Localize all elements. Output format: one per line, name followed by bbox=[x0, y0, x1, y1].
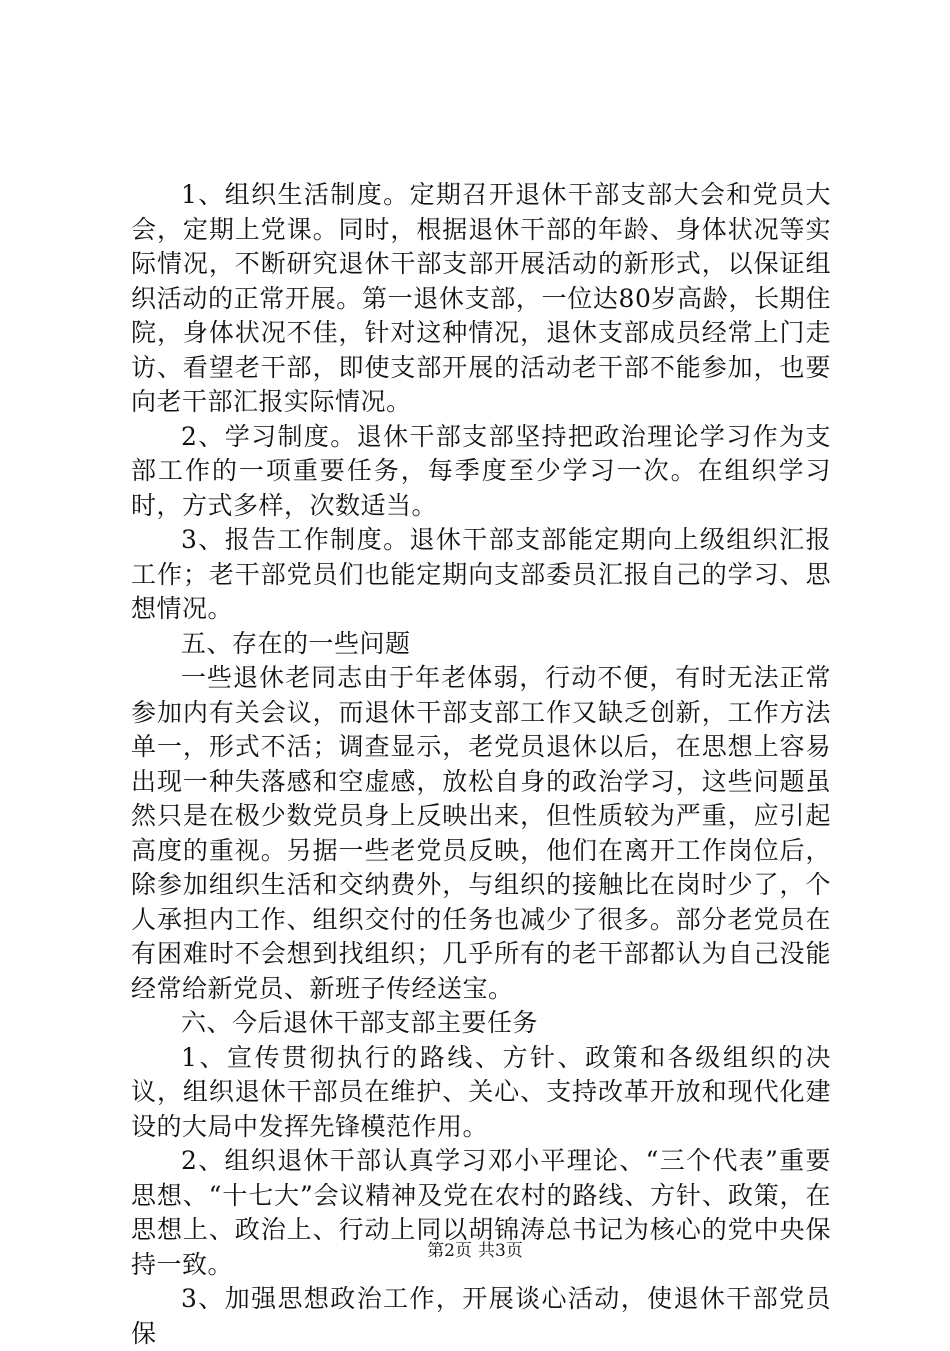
section-heading-existing-problems: 五、存在的一些问题 bbox=[181, 628, 411, 658]
paragraph-problems-description: 一些退休老同志由于年老体弱，行动不便，有时无法正常参加内有关会议，而退休干部支部工作又缺乏创新，工作方法单一，形式不活；调查显示，老党员退休以后，在思想上容易出现一种失落感和空虚感，放松自身的政治学习，这些问题虽然只是在极少数党员身上反映出来，但性质较为严重，应引起高度的重视。另据一些老党员反映，他们在离开工作岗位后，除参加组织生活和交纳费外，与组织的接触比在岗时少了，个人承担内工作、组织交付的任务也减少了很多。部分老党员在有困难时不会想到找组织；几乎所有的老干部都认为自己没能经常给新党员、新班子传经送宝。 bbox=[131, 663, 831, 1003]
total-pages: 共3页 bbox=[478, 1241, 523, 1261]
page-number: 第2页 bbox=[427, 1241, 472, 1261]
page-footer bbox=[0, 1241, 950, 1261]
paragraph-study-system: 2、学习制度。退休干部支部坚持把政治理论学习作为支部工作的一项重要任务，每季度至少学习一次。在组织学习时，方式多样，次数适当。 bbox=[131, 421, 831, 520]
section-heading-future-tasks: 六、今后退休干部支部主要任务 bbox=[181, 1008, 539, 1037]
paragraph-task-2: 2、组织退休干部认真学习邓小平理论、“三个代表”重要思想、“十七大”会议精神及党在农村的路线、方针、政策，在思想上、政治上、行动上同以胡锦涛总书记为核心的党中央保持一致。 bbox=[131, 1146, 831, 1279]
paragraph-report-work-system: 3、报告工作制度。退休干部支部能定期向上级组织汇报工作；老干部党员们也能定期向支部委员汇报自己的学习、思想情况。 bbox=[131, 525, 831, 623]
document-body bbox=[131, 178, 831, 1351]
paragraph-task-1: 1、宣传贯彻执行的路线、方针、政策和各级组织的决议，组织退休干部员在维护、关心、支持改革开放和现代化建设的大局中发挥先锋模范作用。 bbox=[131, 1042, 831, 1141]
paragraph-task-3: 3、加强思想政治工作，开展谈心活动，使退休干部党员保 bbox=[131, 1284, 831, 1348]
paragraph-organization-life-system: 1、组织生活制度。定期召开退休干部支部大会和党员大会，定期上党课。同时，根据退休干部的年龄、身体状况等实际情况，不断研究退休干部支部开展活动的新形式，以保证组织活动的正常开展。第一退休支部，一位达80岁高龄，长期住院，身体状况不佳，针对这种情况，退休支部成员经常上门走访、看望老干部，即使支部开展的活动老干部不能参加，也要向老干部汇报实际情况。 bbox=[131, 180, 831, 416]
